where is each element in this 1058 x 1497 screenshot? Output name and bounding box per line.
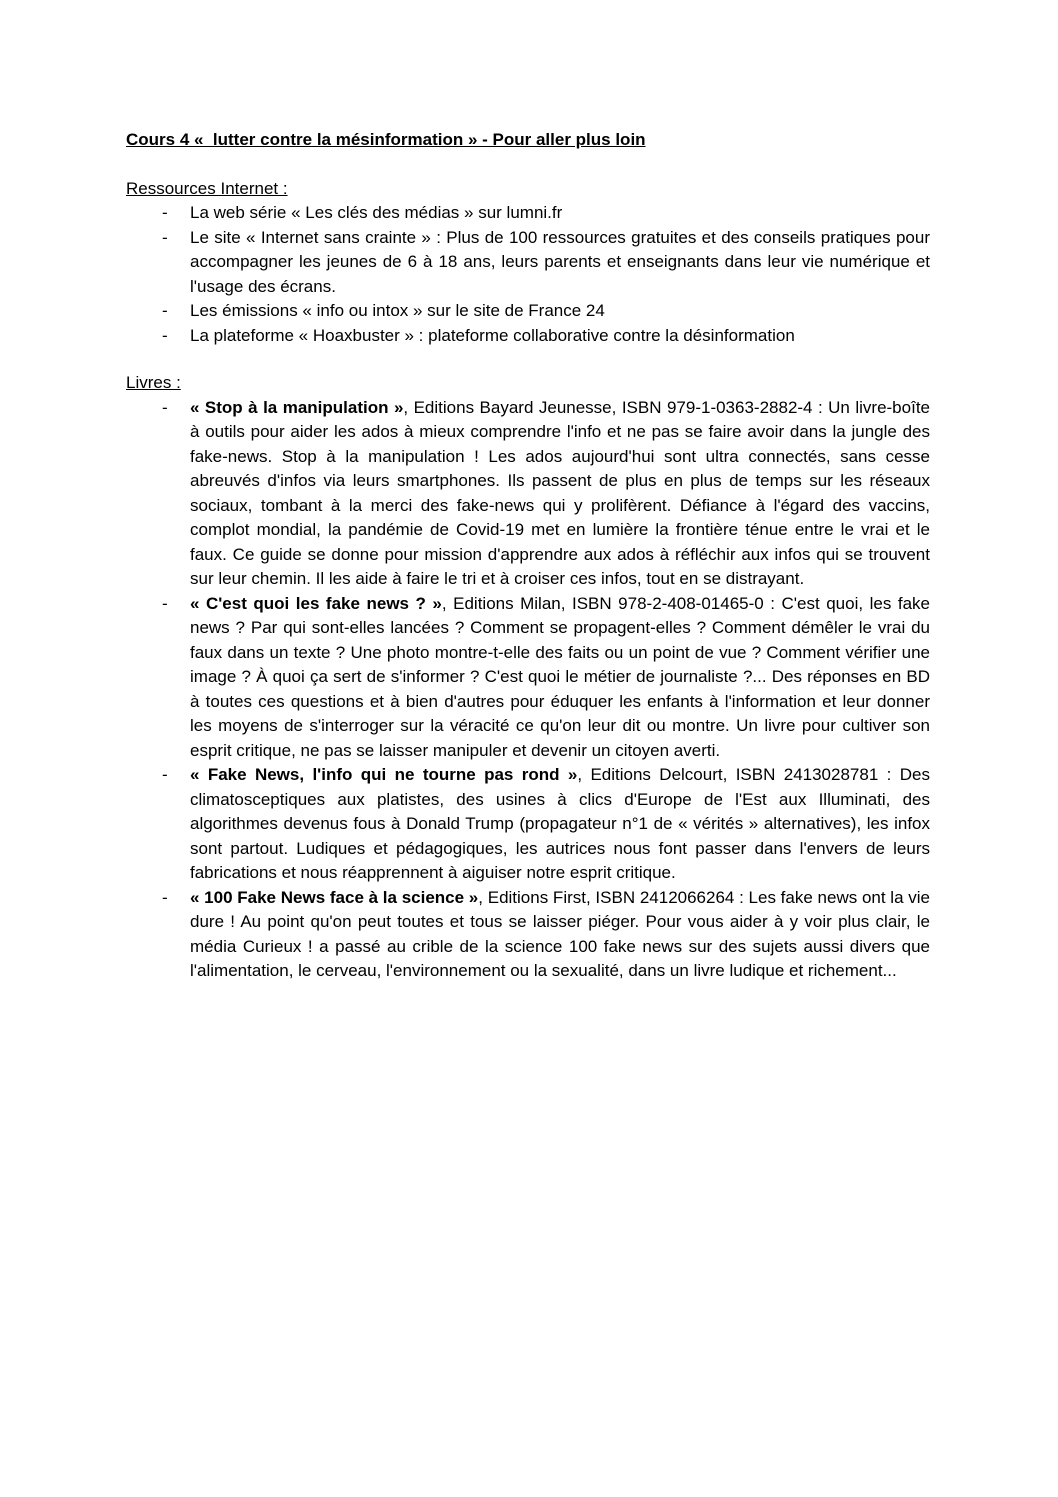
list-item: [126, 592, 930, 764]
list-item: [126, 324, 930, 349]
book-entry: [190, 594, 930, 760]
list-item: [126, 396, 930, 592]
bullet-dash: -: [162, 325, 168, 345]
list-item-text: La plateforme « Hoaxbuster » : plateforme collaborative contre la désinformation: [190, 325, 795, 345]
book-description: , Editions Bayard Jeunesse, ISBN 979-1-0363-2882-4 : Un livre-boîte à outils pour aider les ados à mieux comprendre l'info et ne pas se faire avoir dans la jungle des fake-news. Stop à la manipulation ! Les ados aujourd'hui sont ultra connectés, sans cesse abreuvés d'infos via leurs smartphones. Ils passent de plus en plus de temps sur les réseaux sociaux, tombant à la merci des fake-news qui y prolifèrent. Défiance à l'égard des vaccins, complot mondial, la pandémie de Covid-19 met en lumière la frontière ténue entre le vrai et le faux. Ce guide se donne pour mission d'apprendre aux ados à réfléchir aux infos qui se trouvent sur leur chemin. Il les aide à faire le tri et à croiser ces infos, tout en se distrayant.: [190, 397, 930, 588]
resources-list: [126, 201, 930, 348]
list-item-text: La web série « Les clés des médias » sur lumni.fr: [190, 203, 563, 222]
list-item: [126, 299, 930, 324]
book-entry: [190, 398, 930, 589]
book-description: , Editions Delcourt, ISBN 2413028781 : Des climatosceptiques aux platistes, des usines à clics d'Europe de l'Est aux Illuminati, des algorithmes devenus fous à Donald Trump (propagateur n°1 de « vérités » alternatives), les infox sont partout. Ludiques et pédagogiques, les autrices nous font passer dans l'envers de leurs fabrications et nous réapprennent à aiguiser notre esprit critique.: [190, 765, 930, 882]
list-item: [126, 226, 930, 300]
section-books: [126, 371, 930, 984]
bullet-dash: -: [162, 203, 168, 222]
book-title: « Stop à la manipulation »: [190, 397, 404, 417]
bullet-dash: -: [162, 887, 168, 907]
book-title: « Fake News, l'info qui ne tourne pas rond »: [190, 765, 578, 784]
resources-heading: Ressources Internet :: [126, 178, 288, 198]
list-item: [126, 763, 930, 886]
list-item: [126, 886, 930, 984]
document-title: Cours 4 « lutter contre la mésinformation » - Pour aller plus loin: [126, 130, 646, 149]
book-title: « 100 Fake News face à la science »: [190, 887, 479, 907]
books-list: [126, 396, 930, 984]
books-heading: Livres :: [126, 373, 181, 392]
bullet-dash: -: [162, 765, 168, 784]
bullet-dash: -: [162, 301, 168, 320]
bullet-dash: -: [162, 397, 168, 417]
section-resources: [126, 177, 930, 349]
list-item-text: Les émissions « info ou intox » sur le site de France 24: [190, 301, 605, 320]
book-entry: [190, 765, 930, 882]
book-description: , Editions Milan, ISBN 978-2-408-01465-0 : C'est quoi, les fake news ? Par qui sont-elles lancées ? Comment se propagent-elles ? Comment démêler le vrai du faux dans un texte ? Une photo montre-t-elle des faits ou un point de vue ? Comment vérifier une image ? À quoi ça sert de s'informer ? C'est quoi le métier de journaliste ?... Des réponses en BD à toutes ces questions et à bien d'autres pour éduquer les enfants à l'information et leur donner les moyens de s'interroger sur la véracité ce qu'on leur dit ou montre. Un livre pour cultiver son esprit critique, ne pas se laisser manipuler et devenir un citoyen averti.: [190, 593, 930, 760]
list-item: [126, 201, 930, 226]
bullet-dash: -: [162, 593, 168, 613]
book-description: , Editions First, ISBN 2412066264 : Les fake news ont la vie dure ! Au point qu'on peut toutes et tous se laisser piéger. Pour vous aider à y voir plus clair, le média Curieux ! a passé au crible de la science 100 fake news sur des sujets aussi divers que l'alimentation, le cerveau, l'environnement ou la sexualité, dans un livre ludique et richement...: [190, 887, 930, 980]
bullet-dash: -: [162, 227, 168, 247]
book-entry: [190, 888, 930, 981]
list-item-text: Le site « Internet sans crainte » : Plus de 100 ressources gratuites et des conseils pratiques pour accompagner les jeunes de 6 à 18 ans, leurs parents et enseignants dans leur vie numérique et l'usage des écrans.: [190, 227, 930, 296]
book-title: « C'est quoi les fake news ? »: [190, 593, 442, 613]
